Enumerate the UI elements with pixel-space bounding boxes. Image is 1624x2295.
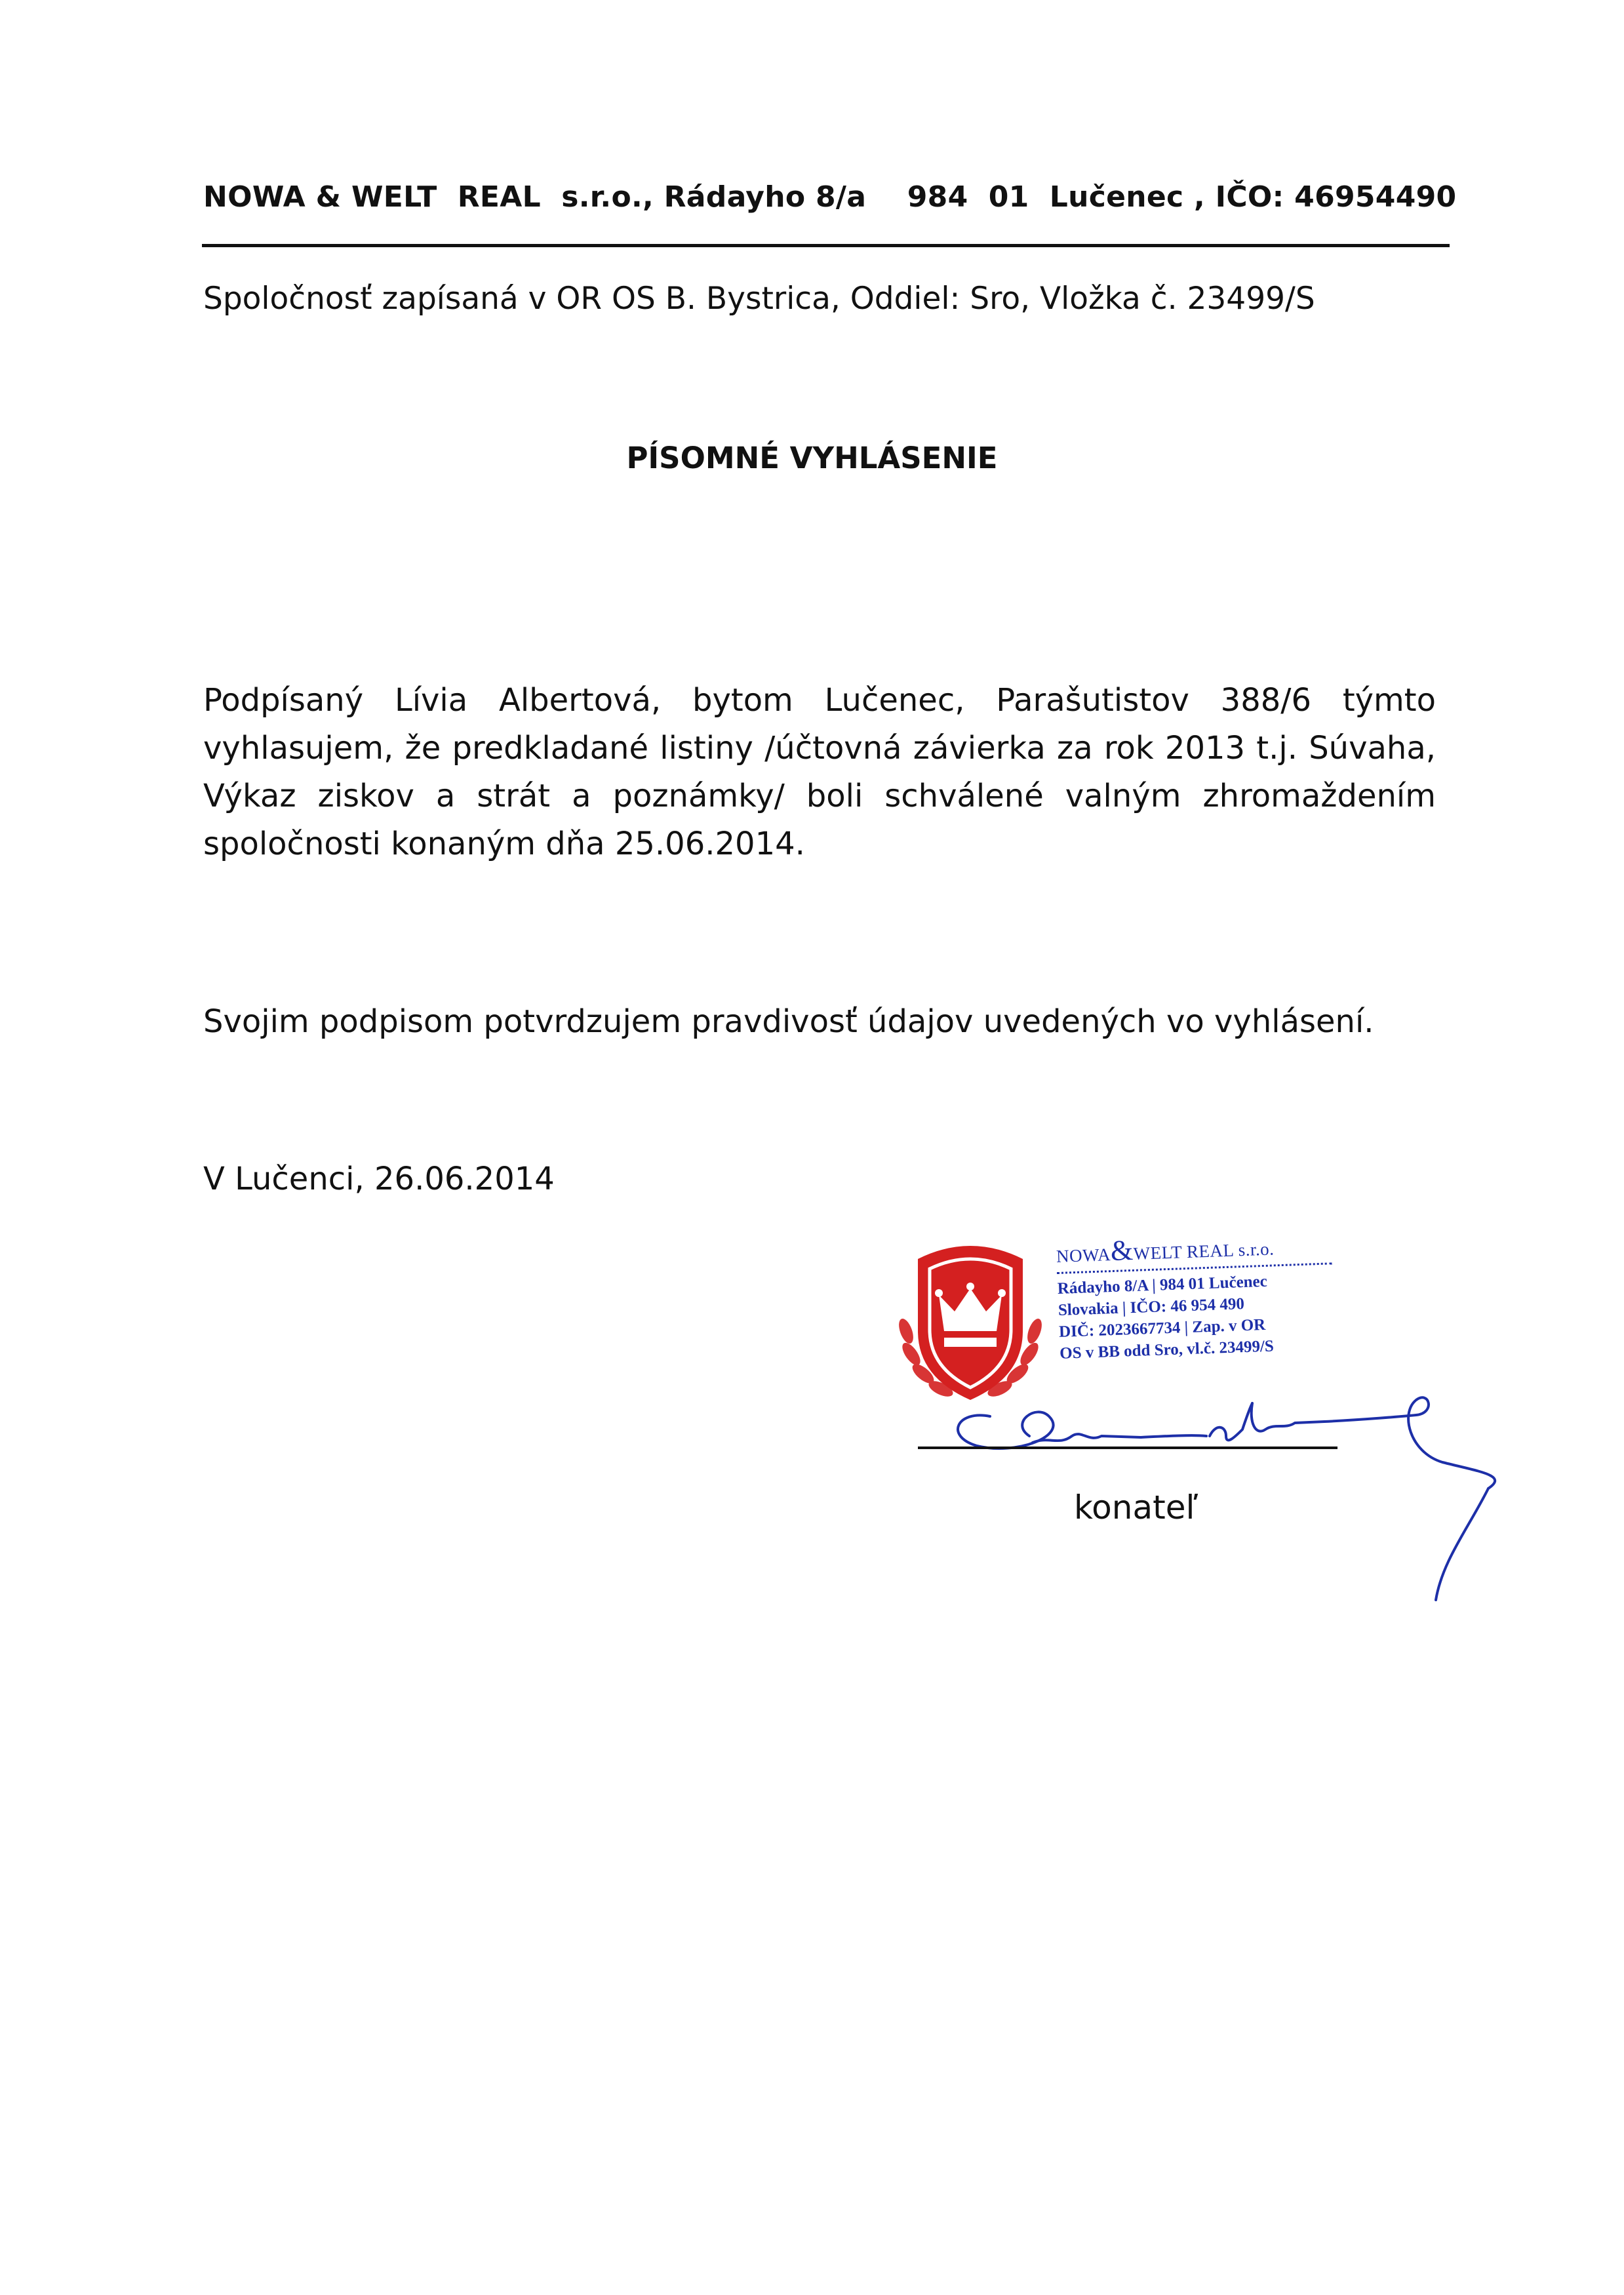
confirmation-sentence: Svojim podpisom potvrdzujem pravdivosť údajov uvedených vo vyhlásení. [203, 1003, 1374, 1040]
stamp-line: DIČ: 2023667734 | Zap. v OR [1058, 1315, 1266, 1341]
stamp-line: Rádayho 8/A | 984 01 Lučenec [1057, 1272, 1268, 1298]
signatory-role: konateľ [1074, 1488, 1198, 1527]
stamp-name-right: WELT REAL s.r.o. [1133, 1239, 1275, 1264]
declaration-paragraph: Podpísaný Lívia Albertová, bytom Lučenec, Parašutistov 388/6 týmto vyhlasujem, že predkladané listiny /účtovná závierka za rok 2013 t.j. Súvaha, Výkaz ziskov a strát a poznámky/ boli schválené valným zhromaždením spoločnosti konaným dňa 25.06.2014. [203, 682, 1436, 862]
stamp-line: Slovakia | IČO: 46 954 490 [1058, 1295, 1245, 1319]
document-title: PÍSOMNÉ VYHLÁSENIE [626, 441, 998, 475]
place-and-date: V Lučenci, 26.06.2014 [203, 1161, 555, 1197]
registry-line: Spoločnosť zapísaná v OR OS B. Bystrica, Oddiel: Sro, Vložka č. 23499/S [203, 281, 1315, 317]
stamp-name-left: NOWA [1056, 1245, 1111, 1266]
stamp-line: OS v BB odd Sro, vl.č. 23499/S [1059, 1337, 1275, 1363]
handwritten-signature-icon [918, 1338, 1508, 1613]
header-divider [202, 244, 1450, 247]
company-header: NOWA & WELT REAL s.r.o., Rádayho 8/a 984 01 Lučenec , IČO: 46954490 [203, 180, 1457, 214]
stamp-ampersand: & [1109, 1233, 1134, 1267]
stamp-company-name [1056, 1224, 1410, 1269]
signature-line [918, 1447, 1337, 1449]
